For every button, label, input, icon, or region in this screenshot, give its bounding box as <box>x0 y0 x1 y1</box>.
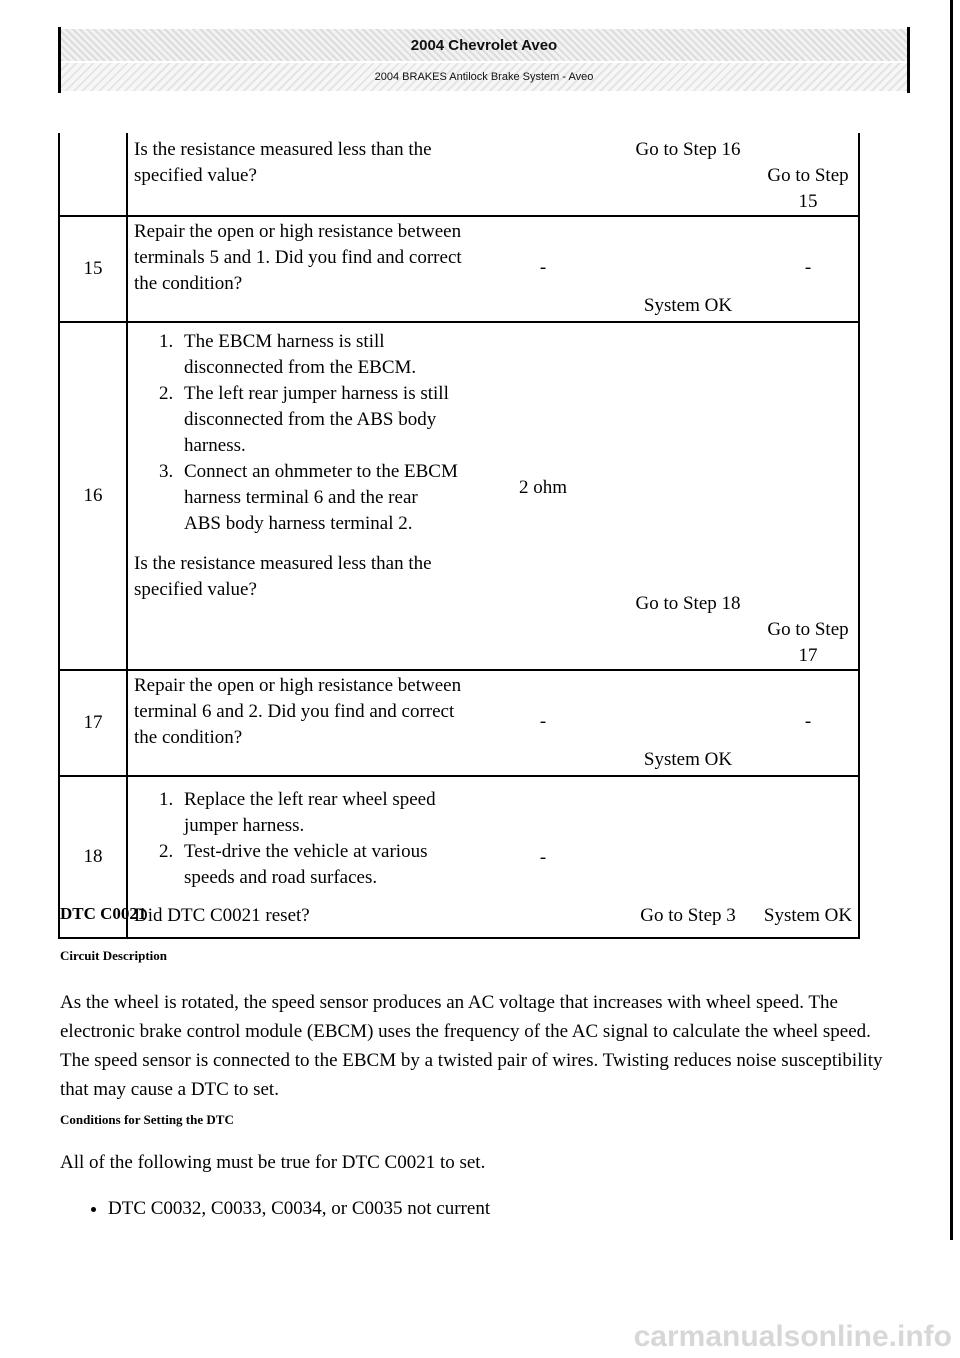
table-row <box>59 776 859 938</box>
action-text: Repair the open or high resistance between terminal 6 and 2. Did you find and correct the condition? <box>134 675 462 748</box>
value-cell: - <box>539 257 547 278</box>
yes-cell: System OK <box>643 749 733 770</box>
yes-cell: Go to Step 18 <box>635 593 741 614</box>
step-number: 16 <box>59 322 127 670</box>
list-item: 1. The EBCM harness is still disconnected from the EBCM. <box>178 329 458 381</box>
step-number: 18 <box>59 776 127 938</box>
question-text: Did DTC C0021 reset? <box>134 905 310 926</box>
conditions-title: Conditions for Setting the DTC <box>60 1112 234 1127</box>
circuit-description-text: As the wheel is rotated, the speed sensor produces an AC voltage that increases with wheel speed. The electronic brake control module (EBCM) uses the frequency of the AC signal to calculate the wheel speed. The speed sensor is connected to the EBCM by a twisted pair of wires. Twisting reduces noise susceptibility that may cause a DTC to set. <box>60 992 883 1100</box>
list-item: • DTC C0032, C0033, C0034, or C0035 not current <box>108 1198 490 1220</box>
conditions-text: All of the following must be true for DTC C0021 to set. <box>60 1152 486 1173</box>
instruction-list <box>128 787 458 891</box>
value-cell: - <box>539 711 547 732</box>
action-text: Is the resistance measured less than the specified value? <box>134 139 432 186</box>
list-item: 1. Replace the left rear wheel speed jumper harness. <box>178 787 458 839</box>
action-text: Repair the open or high resistance between terminals 5 and 1. Did you find and correct the condition? <box>134 221 462 294</box>
yes-cell: Go to Step 3 <box>640 905 736 926</box>
question-text: Is the resistance measured less than the specified value? <box>134 553 432 600</box>
list-item: 3. Connect an ohmmeter to the EBCM harness terminal 6 and the rear ABS body harness terminal 2. <box>178 459 458 537</box>
conditions-list <box>60 1198 490 1220</box>
yes-cell <box>618 219 758 319</box>
no-cell: - <box>804 711 812 732</box>
no-cell: System OK <box>763 905 853 926</box>
list-item: 2. The left rear jumper harness is still disconnected from the ABS body harness. <box>178 381 458 459</box>
action-cell <box>127 133 859 216</box>
page-right-border <box>950 0 953 1240</box>
yes-text: System OK <box>643 295 733 316</box>
table-row <box>59 322 859 670</box>
page-header <box>58 27 910 93</box>
watermark: carmanualsonline.info <box>633 1320 952 1353</box>
diagnostic-table <box>58 133 860 939</box>
value-cell: 2 ohm <box>518 477 568 498</box>
no-cell: Go to Step 15 <box>767 165 849 212</box>
action-cell <box>127 322 859 670</box>
instruction-list <box>128 329 458 537</box>
header-subtitle: 2004 BRAKES Antilock Brake System - Aveo <box>61 63 907 91</box>
step-number: 15 <box>59 216 127 322</box>
header-title: 2004 Chevrolet Aveo <box>61 29 907 61</box>
yes-cell: Go to Step 16 <box>635 139 741 160</box>
list-item: 2. Test-drive the vehicle at various speeds and road surfaces. <box>178 839 458 891</box>
circuit-description-title: Circuit Description <box>60 948 167 963</box>
step-number: 17 <box>59 670 127 776</box>
table-row <box>59 216 859 322</box>
no-cell: - <box>804 257 812 278</box>
table-row <box>59 670 859 776</box>
no-cell: Go to Step 17 <box>767 619 849 666</box>
value-cell: - <box>539 847 547 868</box>
table-row <box>59 133 859 216</box>
action-cell <box>127 776 859 938</box>
action-cell <box>127 670 859 776</box>
step-cell <box>59 133 127 216</box>
section-heading: DTC C0021 <box>60 904 147 923</box>
action-cell <box>127 216 859 322</box>
